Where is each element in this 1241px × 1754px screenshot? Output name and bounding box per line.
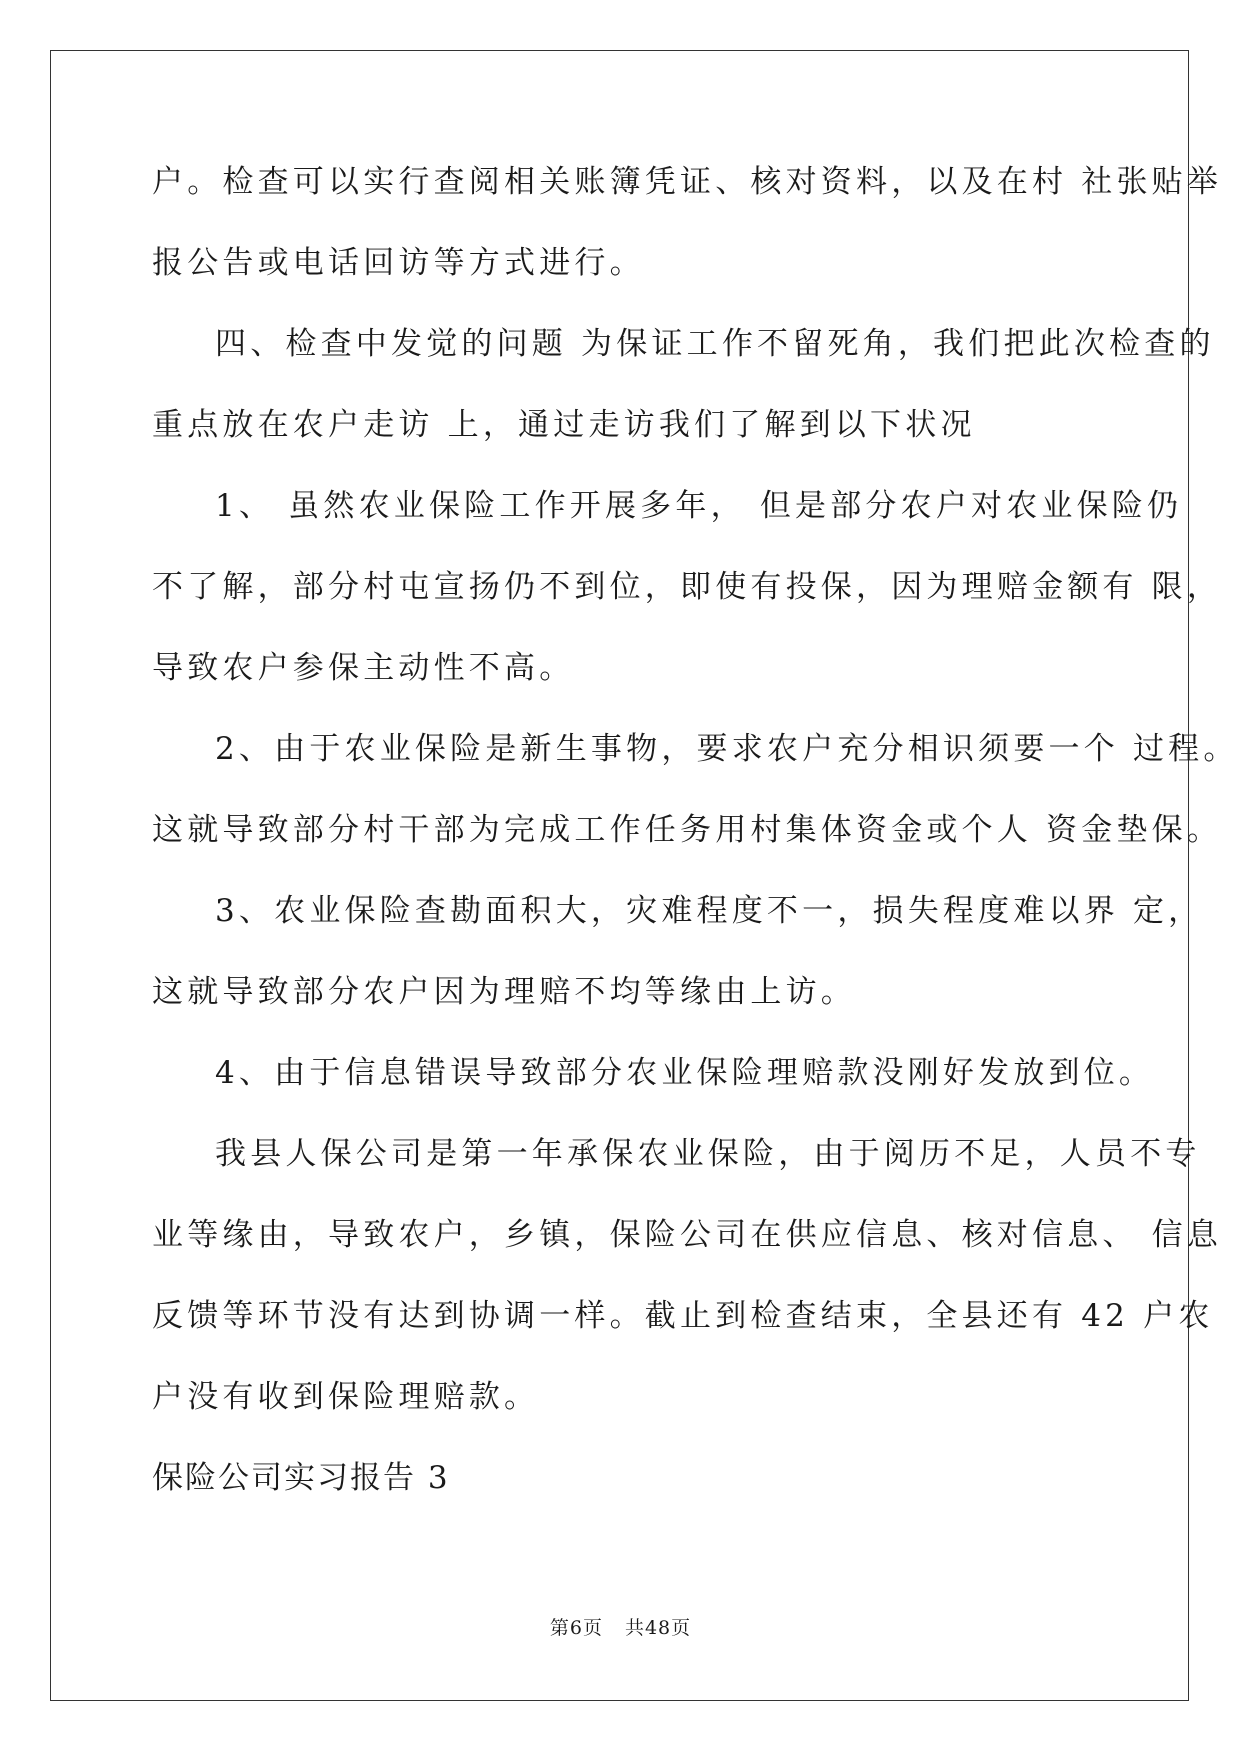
paragraph-line: 3、农业保险查勘面积大，灾难程度不一，损失程度难以界 定， [215,893,1204,929]
paragraph-line: 2、由于农业保险是新生事物，要求农户充分相识须要一个 过程。 [215,731,1239,767]
paragraph-line: 四、检查中发觉的问题 为保证工作不留死角，我们把此次检查的 [215,326,1215,362]
section-heading: 保险公司实习报告 3 [152,1460,450,1496]
paragraph-line: 这就导致部分农户因为理赔不均等缘由上访。 [152,974,856,1010]
paragraph-line: 户。检查可以实行查阅相关账簿凭证、核对资料，以及在村 社张贴举 [152,164,1223,200]
page-number-total: 共48页 [624,1617,692,1639]
page-number-current: 第6页 [549,1617,603,1639]
paragraph-line: 4、由于信息错误导致部分农业保险理赔款没刚好发放到位。 [215,1055,1155,1091]
paragraph-line: 业等缘由，导致农户，乡镇，保险公司在供应信息、核对信息、 信息 [152,1217,1223,1253]
paragraph-line: 这就导致部分村干部为完成工作任务用村集体资金或个人 资金垫保。 [152,812,1223,848]
paragraph-line: 户没有收到保险理赔款。 [152,1379,540,1415]
paragraph-line: 重点放在农户走访 上，通过走访我们了解到以下状况 [152,407,976,443]
paragraph-line: 导致农户参保主动性不高。 [152,650,575,686]
paragraph-line: 1、 虽然农业保险工作开展多年， 但是部分农户对农业保险仍 [215,488,1183,524]
document-body [152,160,1239,1537]
paragraph-line: 我县人保公司是第一年承保农业保险，由于阅历不足，人员不专 [215,1136,1201,1172]
paragraph-line: 反馈等环节没有达到协调一样。截止到检查结束，全县还有 42 户农 [152,1298,1214,1334]
paragraph-line: 不了解，部分村屯宣扬仍不到位，即使有投保，因为理赔金额有 限， [152,569,1223,605]
paragraph-line: 报公告或电话回访等方式进行。 [152,245,645,281]
page-footer [0,1613,1241,1640]
